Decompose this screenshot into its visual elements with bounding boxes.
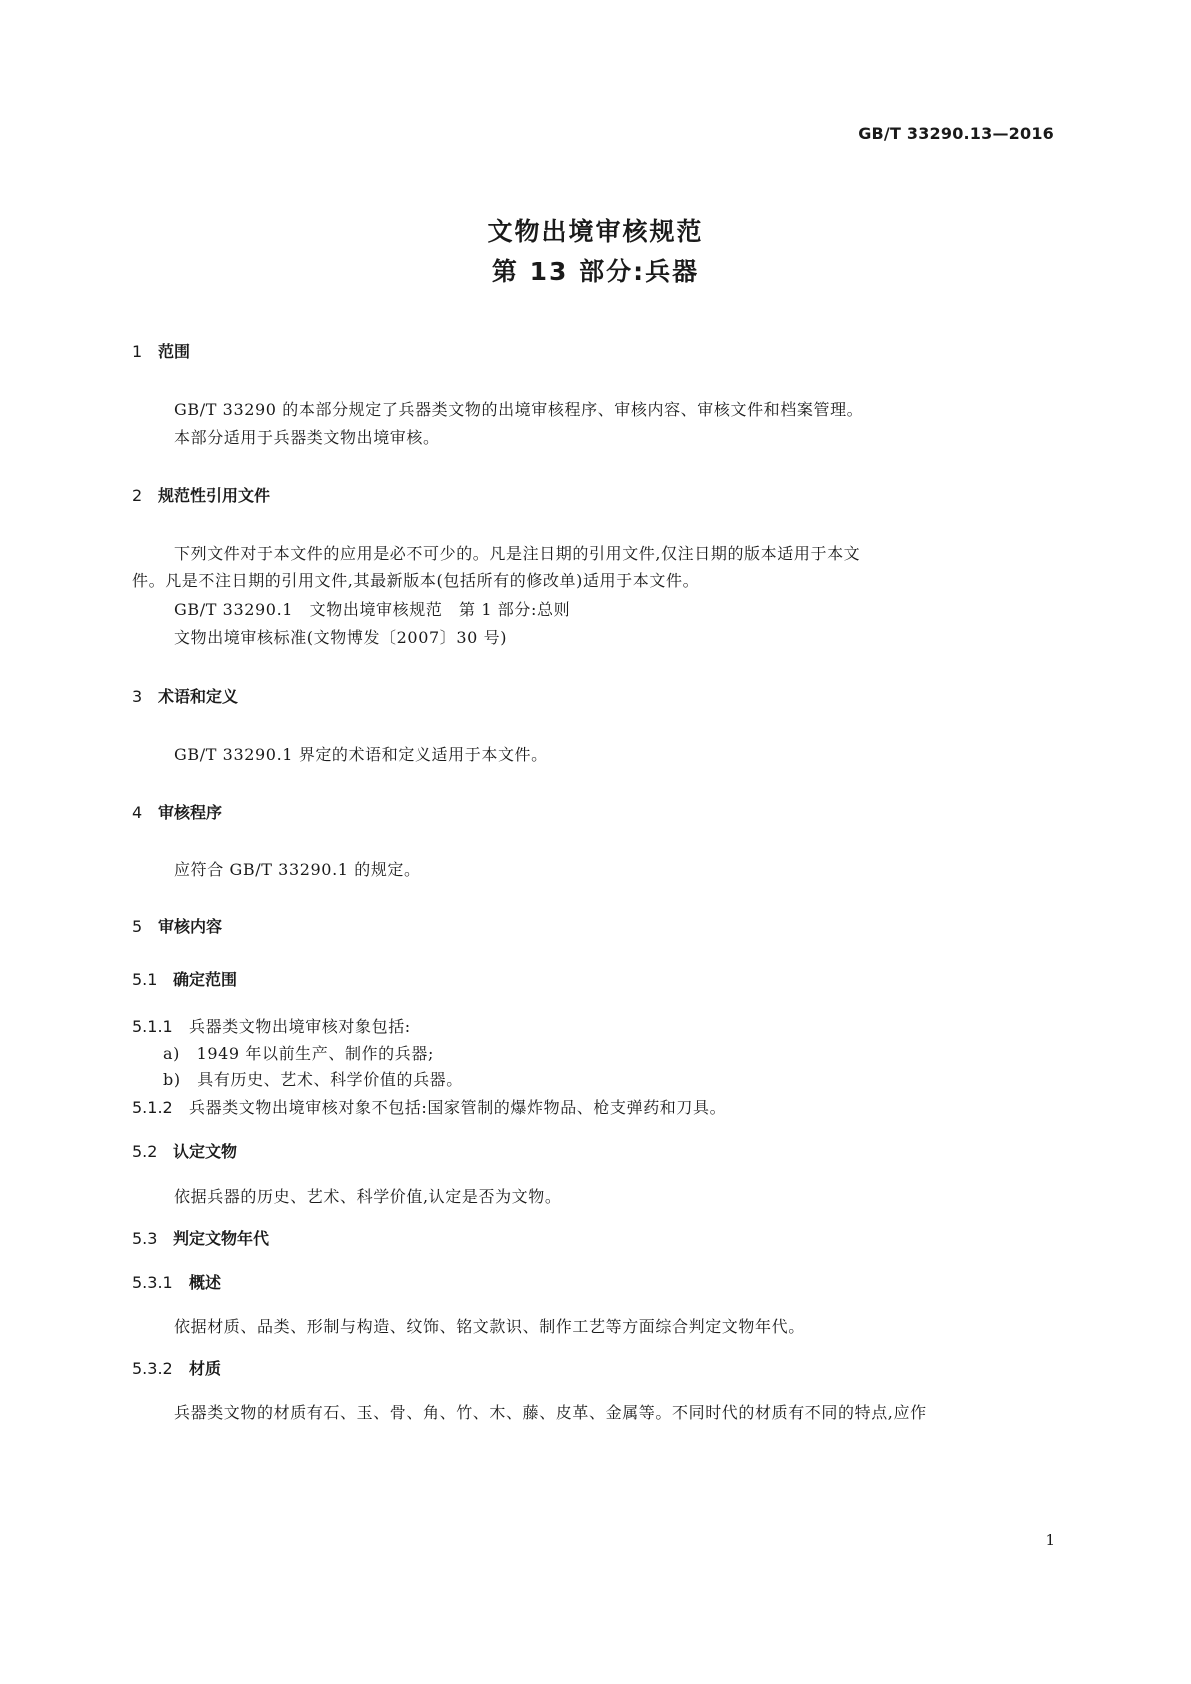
section-1-paragraph-1: GB/T 33290 的本部分规定了兵器类文物的出境审核程序、审核内容、审核文件和档案管理。	[174, 400, 864, 419]
section-4-paragraph: 应符合 GB/T 33290.1 的规定。	[174, 860, 421, 879]
section-2-paragraph-line-2: 件。凡是不注日期的引用文件,其最新版本(包括所有的修改单)适用于本文件。	[132, 571, 700, 590]
section-5-1-1-clause: 5.1.1 兵器类文物出境审核对象包括:	[132, 1017, 411, 1036]
list-item-b: b) 具有历史、艺术、科学价值的兵器。	[163, 1070, 463, 1089]
list-item-a: a) 1949 年以前生产、制作的兵器;	[163, 1044, 434, 1063]
document-subtitle: 第 13 部分:兵器	[491, 257, 700, 286]
page-number: 1	[1045, 1531, 1055, 1549]
section-3-heading: 3 术语和定义	[132, 687, 239, 706]
section-5-1-2-clause: 5.1.2 兵器类文物出境审核对象不包括:国家管制的爆炸物品、枪支弹药和刀具。	[132, 1098, 727, 1117]
section-5-2-paragraph: 依据兵器的历史、艺术、科学价值,认定是否为文物。	[174, 1187, 562, 1206]
section-1-paragraph-2: 本部分适用于兵器类文物出境审核。	[174, 428, 440, 447]
section-2-heading: 2 规范性引用文件	[132, 486, 271, 505]
section-5-1-heading: 5.1 确定范围	[132, 970, 238, 989]
section-2-paragraph-line-1: 下列文件对于本文件的应用是必不可少的。凡是注日期的引用文件,仅注日期的版本适用于本文	[174, 544, 861, 563]
section-1-heading: 1 范围	[132, 342, 191, 361]
section-5-3-heading: 5.3 判定文物年代	[132, 1229, 270, 1248]
section-5-3-1-heading: 5.3.1 概述	[132, 1273, 222, 1292]
section-3-paragraph: GB/T 33290.1 界定的术语和定义适用于本文件。	[174, 745, 548, 764]
section-5-2-heading: 5.2 认定文物	[132, 1142, 238, 1161]
section-5-3-1-paragraph: 依据材质、品类、形制与构造、纹饰、铭文款识、制作工艺等方面综合判定文物年代。	[174, 1317, 805, 1336]
document-code: GB/T 33290.13—2016	[858, 124, 1054, 143]
section-5-3-2-heading: 5.3.2 材质	[132, 1359, 222, 1378]
section-5-heading: 5 审核内容	[132, 917, 223, 936]
normative-reference-2: 文物出境审核标准(文物博发〔2007〕30 号)	[174, 628, 508, 647]
section-4-heading: 4 审核程序	[132, 803, 223, 822]
document-title: 文物出境审核规范	[487, 217, 704, 246]
section-5-3-2-paragraph: 兵器类文物的材质有石、玉、骨、角、竹、木、藤、皮革、金属等。不同时代的材质有不同的特点,应作	[174, 1403, 927, 1422]
normative-reference-1: GB/T 33290.1 文物出境审核规范 第 1 部分:总则	[174, 600, 571, 619]
